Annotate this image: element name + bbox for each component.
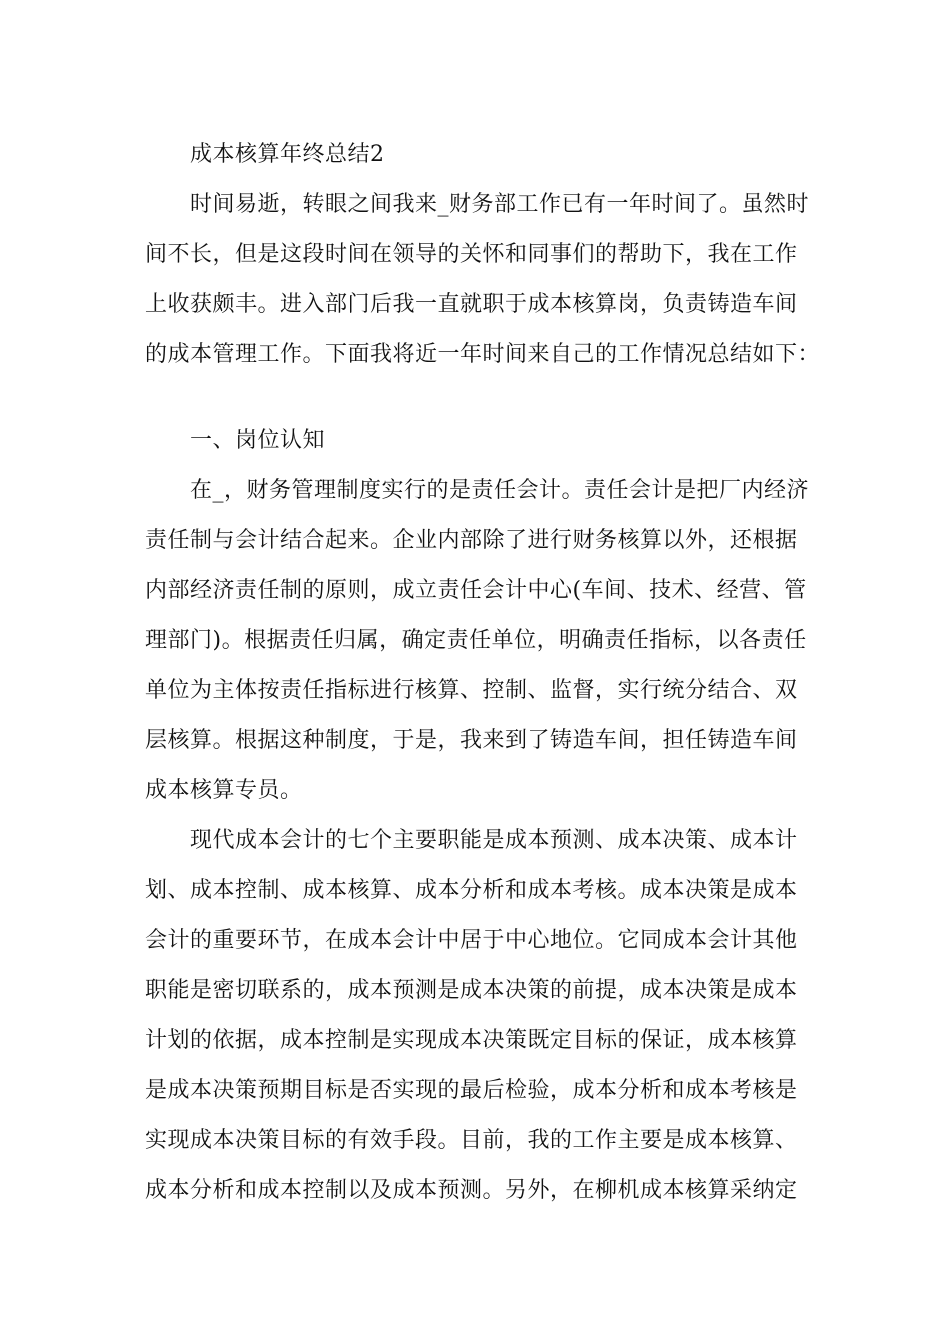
paragraph-line: 时间易逝，转眼之间我来_财务部工作已有一年时间了。虽然时 <box>190 192 810 217</box>
paragraph-intro <box>145 180 821 380</box>
paragraph-line: 计划的依据，成本控制是实现成本决策既定目标的保证，成本核算 <box>145 1028 798 1053</box>
paragraph-line: 单位为主体按责任指标进行核算、控制、监督，实行统分结合、双 <box>145 678 798 703</box>
document-body <box>145 130 821 1216</box>
paragraph-line: 理部门)。根据责任归属，确定责任单位，明确责任指标，以各责任 <box>145 628 807 653</box>
paragraph-line: 实现成本决策目标的有效手段。目前，我的工作主要是成本核算、 <box>145 1128 798 1153</box>
paragraph-line: 现代成本会计的七个主要职能是成本预测、成本决策、成本计 <box>190 828 798 853</box>
section-heading: 一、岗位认知 <box>190 428 326 453</box>
paragraph-line: 层核算。根据这种制度，于是，我来到了铸造车间，担任铸造车间 <box>145 728 798 753</box>
paragraph-line: 成本分析和成本控制以及成本预测。另外，在柳机成本核算采纳定 <box>145 1178 798 1203</box>
paragraph-line: 责任制与会计结合起来。企业内部除了进行财务核算以外，还根据 <box>145 528 798 553</box>
paragraph-functions <box>145 816 815 1216</box>
paragraph-line: 内部经济责任制的原则，成立责任会计中心(车间、技术、经营、管 <box>145 578 807 603</box>
paragraph-line: 间不长，但是这段时间在领导的关怀和同事们的帮助下，我在工作 <box>145 242 798 267</box>
document-title: 成本核算年终总结2 <box>190 142 385 167</box>
paragraph-line: 是成本决策预期目标是否实现的最后检验，成本分析和成本考核是 <box>145 1078 798 1103</box>
paragraph-line: 在_，财务管理制度实行的是责任会计。责任会计是把厂内经济 <box>190 478 810 503</box>
paragraph-line: 会计的重要环节，在成本会计中居于中心地位。它同成本会计其他 <box>145 928 798 953</box>
paragraph-line: 上收获颇丰。进入部门后我一直就职于成本核算岗，负责铸造车间 <box>145 292 798 317</box>
paragraph-line: 划、成本控制、成本核算、成本分析和成本考核。成本决策是成本 <box>145 878 798 903</box>
paragraph-spacer <box>145 380 815 416</box>
paragraph-line: 职能是密切联系的，成本预测是成本决策的前提，成本决策是成本 <box>145 978 798 1003</box>
paragraph-role <box>145 466 815 816</box>
paragraph-line: 的成本管理工作。下面我将近一年时间来自己的工作情况总结如下： <box>145 342 821 367</box>
paragraph-line: 成本核算专员。 <box>145 778 303 803</box>
